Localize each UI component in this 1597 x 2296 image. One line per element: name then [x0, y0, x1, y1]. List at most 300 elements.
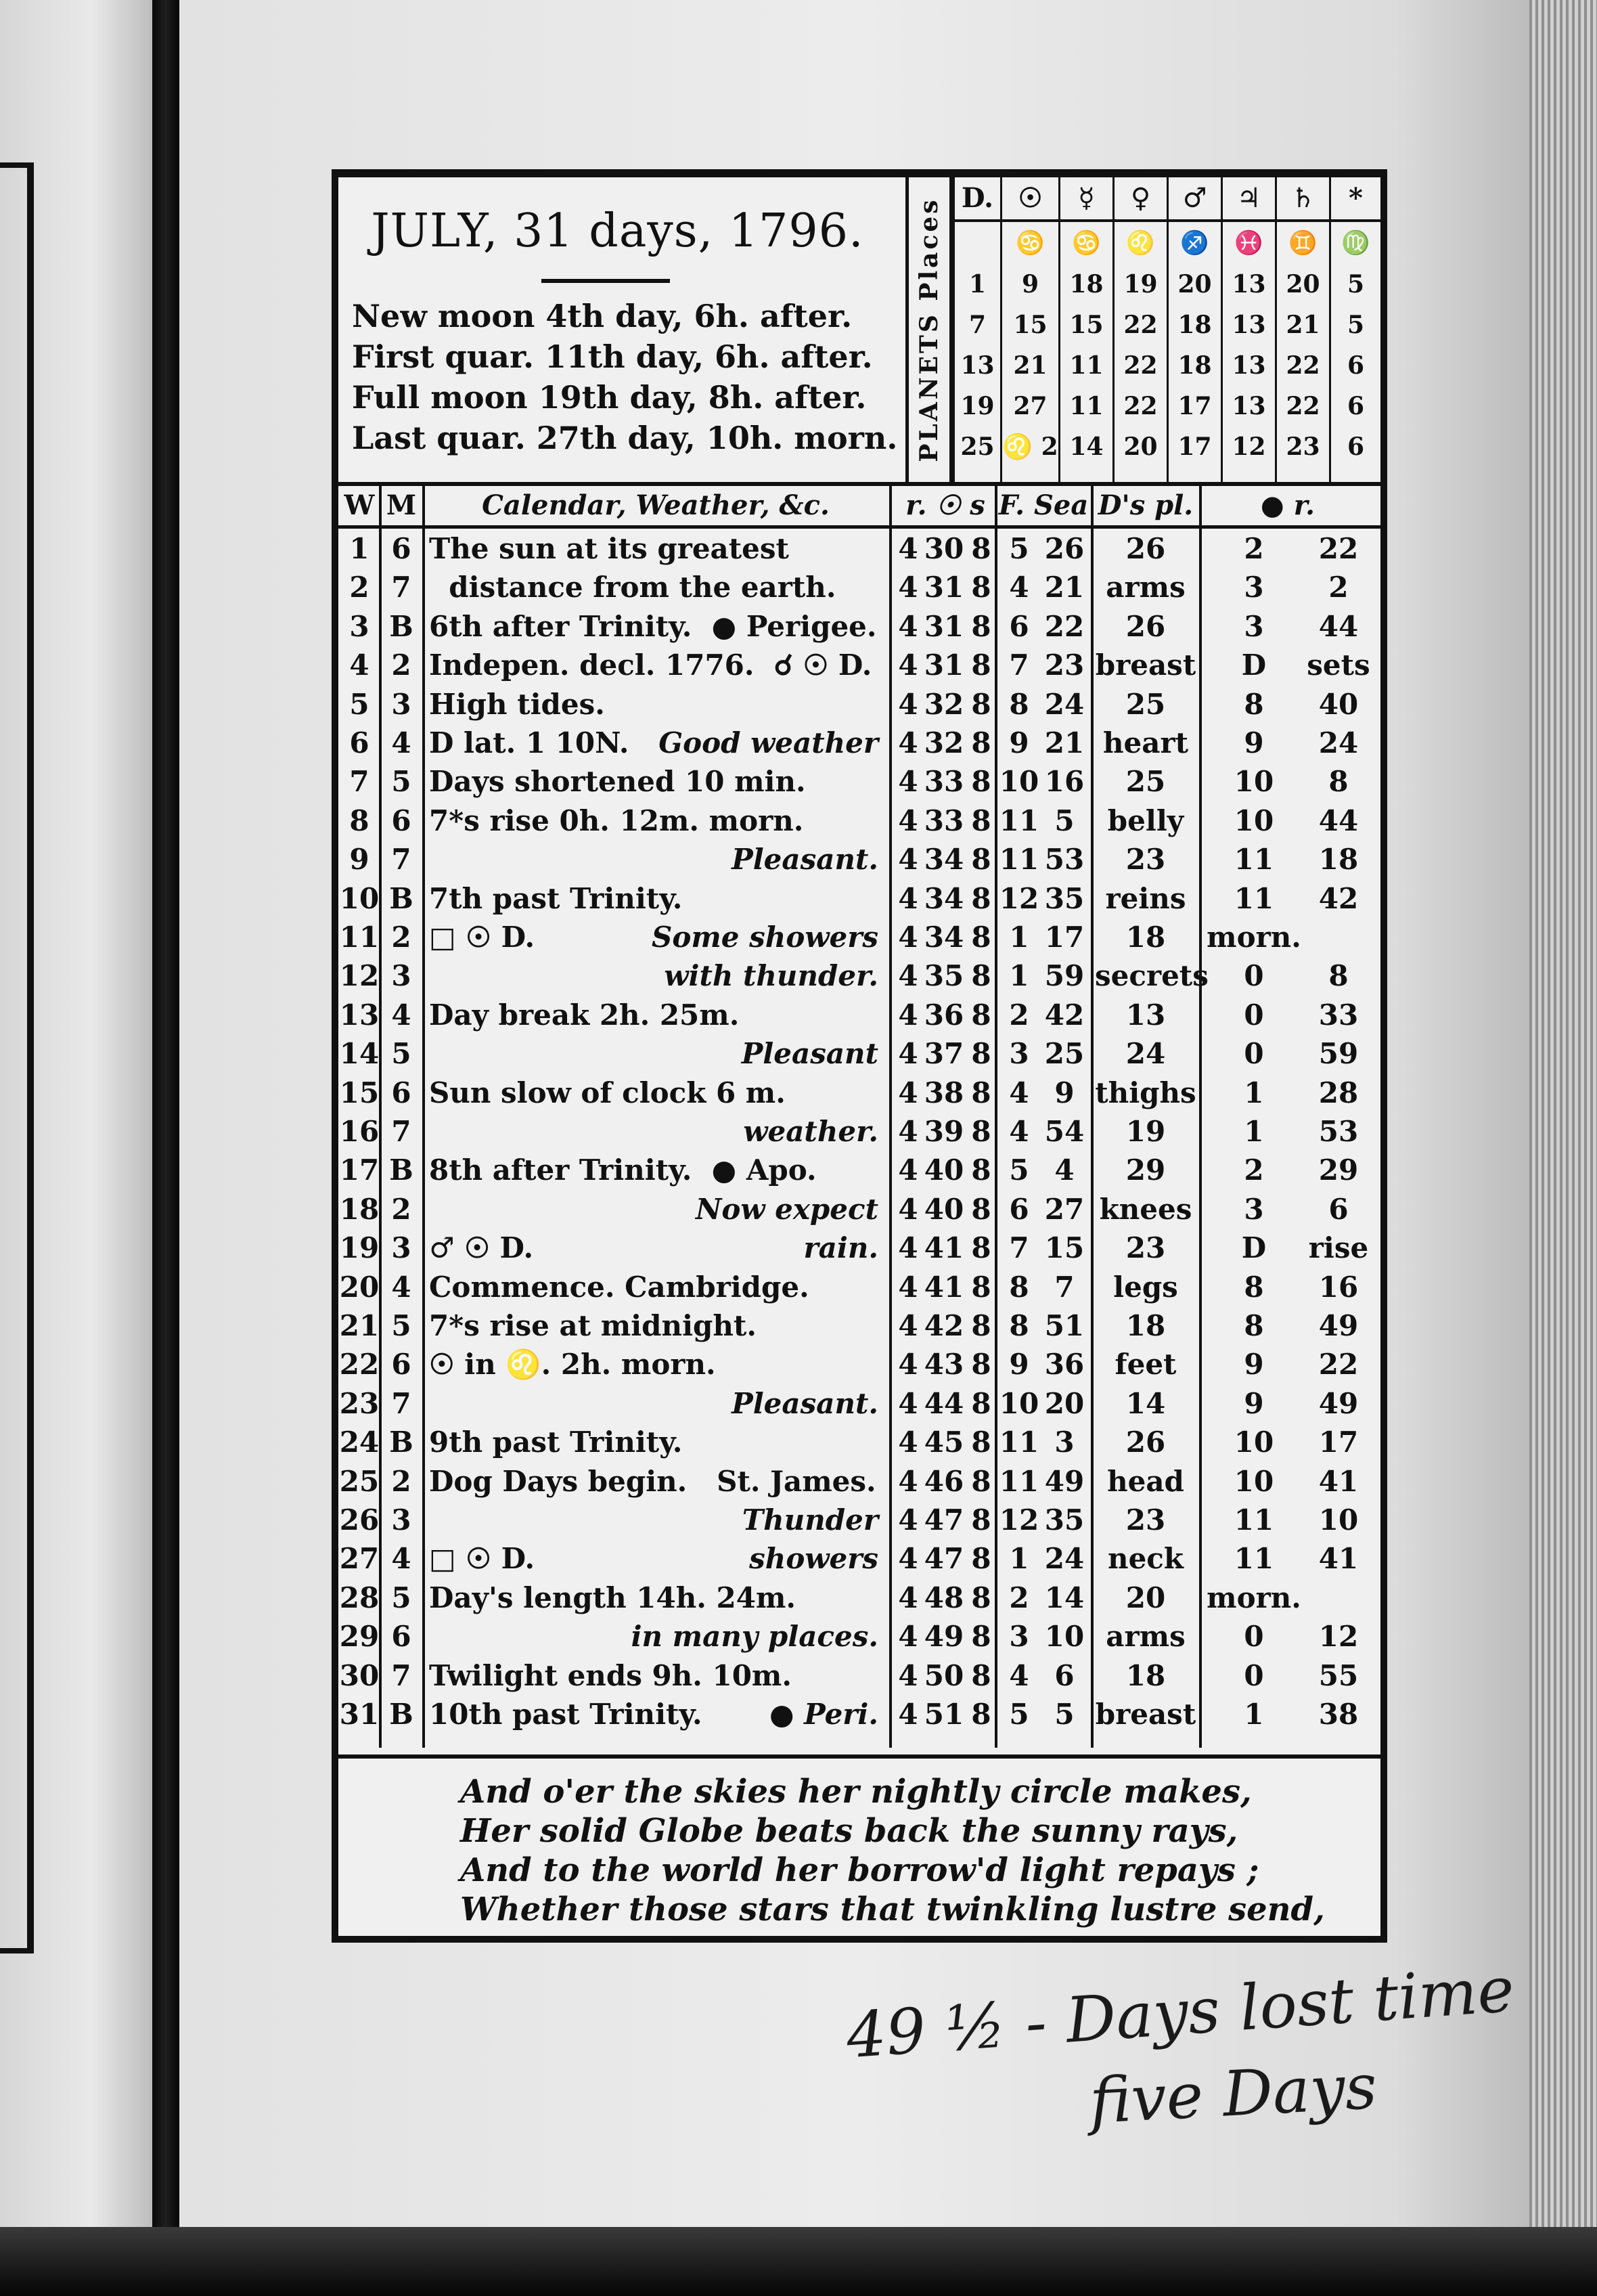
- weather-note: rain.: [803, 1231, 878, 1265]
- planet-column: [1275, 177, 1329, 482]
- sunrise-hour-cell: 4: [898, 1698, 918, 1731]
- sunset-hour-cell: 8: [971, 1348, 991, 1382]
- week-day-cell: 4: [349, 648, 369, 682]
- moon-rise-hour-cell: 1: [1244, 1115, 1264, 1148]
- week-day-cell: 26: [339, 1503, 380, 1537]
- table-row: [338, 724, 1380, 762]
- calendar-cell: [429, 918, 882, 956]
- full-sea-hour-cell: 7: [1009, 1231, 1029, 1265]
- sunrise-minute-cell: 36: [924, 998, 964, 1032]
- weather-note: Pleasant.: [732, 1386, 878, 1420]
- sunrise-minute-cell: 33: [924, 803, 964, 837]
- week-day-cell: 3: [349, 609, 369, 643]
- calendar-cell: [429, 685, 882, 724]
- header-calendar: Calendar, Weather, &c.: [482, 489, 830, 521]
- sunset-hour-cell: 8: [971, 1542, 991, 1576]
- table-row: [338, 1539, 1380, 1578]
- moon-rise-hour-cell: 10: [1234, 765, 1274, 799]
- zodiac-sign: ♋: [1016, 229, 1045, 257]
- table-row: [338, 1578, 1380, 1617]
- sunrise-hour-cell: 4: [898, 881, 918, 915]
- planet-position: 27: [1013, 392, 1048, 420]
- zodiac-sign: ♌: [1126, 229, 1155, 257]
- calendar-cell: [429, 996, 882, 1034]
- planet-position: 6: [1347, 351, 1365, 380]
- moon-rise-minute-cell: [1305, 1578, 1372, 1617]
- sunrise-hour-cell: 4: [898, 571, 918, 604]
- full-sea-hour-cell: 3: [1009, 1620, 1029, 1654]
- month-day-cell: 7: [391, 1386, 411, 1420]
- calendar-cell: [429, 1229, 882, 1267]
- calendar-cell: [429, 1151, 882, 1189]
- month-day-cell: 5: [391, 1037, 411, 1071]
- calendar-cell: [429, 956, 882, 995]
- sunrise-minute-cell: 48: [924, 1581, 964, 1614]
- moon-rise-minute-cell: 16: [1318, 1270, 1359, 1304]
- table-row: [338, 801, 1380, 840]
- planet-position: ♌ 2: [1002, 433, 1058, 461]
- calendar-text: distance from the earth.: [429, 571, 836, 604]
- calendar-text: Twilight ends 9h. 10m.: [429, 1658, 792, 1692]
- handwritten-line-2: five Days: [1087, 2050, 1379, 2138]
- planet-symbol: ♃: [1223, 177, 1275, 222]
- moon-place-cell: belly: [1107, 803, 1184, 837]
- sunset-hour-cell: 8: [971, 765, 991, 799]
- planet-position: 19: [960, 392, 995, 420]
- planet-position: 15: [1013, 311, 1048, 339]
- table-row: [338, 685, 1380, 724]
- moon-rise-minute-cell: 29: [1318, 1153, 1359, 1187]
- weather-note: in many places.: [631, 1620, 878, 1654]
- month-day-cell: 6: [391, 803, 411, 837]
- header-full-sea: F. Sea: [998, 489, 1089, 521]
- verse-line: Her solid Globe beats back the sunny rays,: [460, 1812, 1238, 1850]
- planet-places-grid: [953, 177, 1380, 482]
- moon-phases: [352, 296, 898, 458]
- planet-position: 6: [1347, 433, 1365, 461]
- planet-position: 13: [1232, 351, 1266, 380]
- zodiac-sign: [955, 222, 1000, 264]
- sunset-hour-cell: 8: [971, 571, 991, 604]
- full-sea-minute-cell: 24: [1044, 687, 1085, 721]
- full-sea-minute-cell: 53: [1044, 843, 1085, 877]
- verse-line: Whether those stars that twinkling lustre send,: [460, 1891, 1325, 1928]
- full-sea-minute-cell: 22: [1044, 609, 1085, 643]
- planet-position: 18: [1069, 270, 1104, 299]
- planet-position: 21: [1286, 311, 1320, 339]
- moon-rise-hour-cell: 0: [1244, 1658, 1264, 1692]
- moon-place-cell: neck: [1108, 1542, 1184, 1576]
- sunrise-hour-cell: 4: [898, 1231, 918, 1265]
- calendar-text: 7*s rise 0h. 12m. morn.: [429, 803, 804, 837]
- sunrise-hour-cell: 4: [898, 998, 918, 1032]
- moon-rise-minute-cell: 49: [1318, 1386, 1359, 1420]
- moon-place-cell: arms: [1106, 571, 1186, 604]
- calendar-cell: [429, 840, 882, 879]
- full-sea-hour-cell: 8: [1009, 1309, 1029, 1342]
- moon-place-cell: 29: [1125, 1153, 1166, 1187]
- sunset-hour-cell: 8: [971, 1076, 991, 1109]
- sunset-hour-cell: 8: [971, 1503, 991, 1537]
- full-sea-hour-cell: 12: [999, 881, 1039, 915]
- moon-place-cell: 26: [1125, 609, 1166, 643]
- planet-symbol: ♂: [1169, 177, 1221, 222]
- moon-rise-hour-cell: 1: [1244, 1698, 1264, 1731]
- moon-rise-minute-cell: 33: [1318, 998, 1359, 1032]
- planet-symbol: ♀: [1115, 177, 1167, 222]
- full-sea-minute-cell: 35: [1044, 881, 1085, 915]
- sunrise-minute-cell: 44: [924, 1386, 964, 1420]
- sunrise-hour-cell: 4: [898, 1153, 918, 1187]
- full-sea-hour-cell: 3: [1009, 1037, 1029, 1071]
- calendar-cell: [429, 1345, 882, 1384]
- sunrise-minute-cell: 38: [924, 1076, 964, 1109]
- calendar-text: Dog Days begin. St. James.: [429, 1464, 876, 1498]
- moon-place-cell: feet: [1115, 1348, 1177, 1382]
- planet-position: 9: [1021, 270, 1039, 299]
- month-day-cell: 2: [391, 648, 411, 682]
- calendar-text: Day's length 14h. 24m.: [429, 1581, 796, 1614]
- planet-position: 11: [1069, 351, 1104, 380]
- moon-place-cell: 23: [1125, 843, 1166, 877]
- full-sea-minute-cell: 26: [1044, 532, 1085, 565]
- moon-rise-minute-cell: 41: [1318, 1542, 1359, 1576]
- week-day-cell: 17: [339, 1153, 380, 1187]
- moon-place-cell: secrets: [1095, 959, 1209, 993]
- full-sea-minute-cell: 15: [1044, 1231, 1085, 1265]
- sunset-hour-cell: 8: [971, 1153, 991, 1187]
- month-day-cell: 5: [391, 765, 411, 799]
- table-row: [338, 646, 1380, 684]
- week-day-cell: 12: [339, 959, 380, 993]
- month-day-cell: B: [389, 609, 413, 643]
- full-sea-hour-cell: 11: [999, 803, 1039, 837]
- verse: [338, 1754, 1380, 1936]
- sunrise-hour-cell: 4: [898, 1542, 918, 1576]
- moon-rise-hour-cell: D: [1241, 1231, 1267, 1265]
- sunrise-minute-cell: 45: [924, 1426, 964, 1459]
- planet-position: 14: [1069, 433, 1104, 461]
- moon-place-cell: breast: [1095, 1698, 1196, 1731]
- full-sea-hour-cell: 9: [1009, 1348, 1029, 1382]
- sunset-hour-cell: 8: [971, 648, 991, 682]
- week-day-cell: 28: [339, 1581, 380, 1614]
- sunrise-hour-cell: 4: [898, 726, 918, 759]
- moon-rise-minute-cell: 40: [1318, 687, 1359, 721]
- full-sea-minute-cell: 23: [1044, 648, 1085, 682]
- month-day-cell: 6: [391, 1620, 411, 1654]
- handwritten-note: [844, 1953, 1523, 2166]
- sunrise-minute-cell: 31: [924, 648, 964, 682]
- calendar-text: 7*s rise at midnight.: [429, 1309, 757, 1342]
- table-row: [338, 1034, 1380, 1073]
- weather-note: with thunder.: [664, 959, 878, 993]
- table-row: [338, 840, 1380, 879]
- full-sea-minute-cell: 20: [1044, 1386, 1085, 1420]
- month-day-cell: 6: [391, 1076, 411, 1109]
- calendar-cell: [429, 1268, 882, 1306]
- planet-column: [1221, 177, 1275, 482]
- month-day-cell: 7: [391, 1658, 411, 1692]
- month-day-cell: 6: [391, 532, 411, 565]
- sunrise-minute-cell: 41: [924, 1270, 964, 1304]
- full-sea-hour-cell: 10: [999, 765, 1039, 799]
- full-sea-minute-cell: 3: [1054, 1426, 1075, 1459]
- table-row: [338, 1229, 1380, 1267]
- weather-note: ● Peri.: [769, 1698, 878, 1731]
- moon-rise-minute-cell: [1305, 918, 1372, 956]
- week-day-cell: 21: [339, 1309, 380, 1342]
- planet-symbol: *: [1331, 177, 1380, 222]
- calendar-cell: [429, 646, 882, 684]
- week-day-cell: 19: [339, 1231, 380, 1265]
- month-day-cell: 4: [391, 1542, 411, 1576]
- moon-rise-hour-cell: 1: [1244, 1076, 1264, 1109]
- week-day-cell: 31: [339, 1698, 380, 1731]
- planet-column: [1000, 177, 1058, 482]
- week-day-cell: 22: [339, 1348, 380, 1382]
- full-sea-hour-cell: 7: [1009, 648, 1029, 682]
- moon-rise-minute-cell: 18: [1318, 843, 1359, 877]
- moon-rise-minute-cell: 41: [1318, 1464, 1359, 1498]
- full-sea-minute-cell: 7: [1054, 1270, 1075, 1304]
- moon-rise-hour-cell: 0: [1244, 1620, 1264, 1654]
- sunset-hour-cell: 8: [971, 1464, 991, 1498]
- zodiac-sign: ♊: [1288, 229, 1318, 257]
- table-row: [338, 1423, 1380, 1461]
- planet-position: 20: [1286, 270, 1320, 299]
- zodiac-sign: ♍: [1341, 229, 1370, 257]
- sunrise-minute-cell: 34: [924, 881, 964, 915]
- sunrise-hour-cell: 4: [898, 1426, 918, 1459]
- moon-rise-minute-cell: 42: [1318, 881, 1359, 915]
- moon-rise-minute-cell: 22: [1318, 1348, 1359, 1382]
- calendar-text: □ ☉ D.: [429, 1542, 535, 1576]
- full-sea-hour-cell: 1: [1009, 921, 1029, 954]
- sunset-hour-cell: 8: [971, 1270, 991, 1304]
- month-day-cell: 4: [391, 726, 411, 759]
- calendar-cell: [429, 1034, 882, 1073]
- moon-place-cell: 23: [1125, 1231, 1166, 1265]
- full-sea-hour-cell: 12: [999, 1503, 1039, 1537]
- moon-rise-hour-cell: 9: [1244, 726, 1264, 759]
- sunrise-minute-cell: 35: [924, 959, 964, 993]
- sunset-hour-cell: 8: [971, 1309, 991, 1342]
- sunrise-minute-cell: 31: [924, 609, 964, 643]
- sunrise-minute-cell: 41: [924, 1231, 964, 1265]
- planet-position: 23: [1286, 433, 1320, 461]
- calendar-text: 7th past Trinity.: [429, 881, 683, 915]
- planet-column: [1112, 177, 1167, 482]
- full-sea-minute-cell: 27: [1044, 1192, 1085, 1226]
- month-day-cell: 2: [391, 1192, 411, 1226]
- sunset-hour-cell: 8: [971, 1115, 991, 1148]
- week-day-cell: 16: [339, 1115, 380, 1148]
- calendar-cell: [429, 724, 882, 762]
- full-sea-minute-cell: 21: [1044, 726, 1085, 759]
- sunset-hour-cell: 8: [971, 881, 991, 915]
- calendar-cell: [429, 1423, 882, 1461]
- planet-position: 5: [1347, 270, 1365, 299]
- moon-rise-minute-cell: 55: [1318, 1658, 1359, 1692]
- moon-rise-hour-cell: 3: [1244, 609, 1264, 643]
- planet-column: [1058, 177, 1112, 482]
- moon-rise-hour-cell: 8: [1244, 687, 1264, 721]
- week-day-cell: 10: [339, 881, 380, 915]
- week-day-cell: 27: [339, 1542, 380, 1576]
- calendar-cell: [429, 1656, 882, 1695]
- planet-position: 11: [1069, 392, 1104, 420]
- calendar-cell: [429, 1306, 882, 1345]
- calendar-cell: [429, 607, 882, 646]
- calendar-cell: [429, 1501, 882, 1539]
- calendar-text: Sun slow of clock 6 m.: [429, 1076, 786, 1109]
- sunrise-hour-cell: 4: [898, 921, 918, 954]
- full-sea-hour-cell: 6: [1009, 1192, 1029, 1226]
- month-day-cell: B: [389, 881, 413, 915]
- moon-place-cell: arms: [1106, 1620, 1186, 1654]
- full-sea-hour-cell: 8: [1009, 1270, 1029, 1304]
- month-day-cell: 5: [391, 1581, 411, 1614]
- week-day-cell: 9: [349, 843, 369, 877]
- calendar-text: Indepen. decl. 1776. ☌ ☉ D.: [429, 648, 872, 682]
- week-day-cell: 18: [339, 1192, 380, 1226]
- full-sea-minute-cell: 36: [1044, 1348, 1085, 1382]
- table-row: [338, 529, 1380, 568]
- sunset-hour-cell: 8: [971, 1231, 991, 1265]
- planet-position: 22: [1286, 351, 1320, 380]
- almanac-header: [338, 177, 1380, 486]
- sunrise-hour-cell: 4: [898, 1348, 918, 1382]
- calendar-cell: [429, 879, 882, 918]
- full-sea-hour-cell: 10: [999, 1386, 1039, 1420]
- verse-line: And o'er the skies her nightly circle makes,: [460, 1773, 1252, 1811]
- planet-position: 1: [968, 270, 987, 299]
- full-sea-minute-cell: 54: [1044, 1115, 1085, 1148]
- header-week-day: W: [344, 489, 375, 521]
- moon-rise-minute-cell: sets: [1307, 648, 1370, 682]
- full-sea-hour-cell: 11: [999, 843, 1039, 877]
- weather-note: Good weather: [658, 726, 878, 759]
- planet-position: 21: [1013, 351, 1048, 380]
- table-row: [338, 1617, 1380, 1656]
- moon-place-cell: 18: [1125, 1658, 1166, 1692]
- planet-position: 6: [1347, 392, 1365, 420]
- planet-position: 22: [1123, 311, 1158, 339]
- moon-rise-hour-cell: 3: [1244, 571, 1264, 604]
- full-sea-hour-cell: 2: [1009, 1581, 1029, 1614]
- header-sun: r. ☉ s: [905, 489, 985, 521]
- table-row: [338, 762, 1380, 801]
- planet-symbol: ♄: [1277, 177, 1329, 222]
- full-sea-minute-cell: 6: [1054, 1658, 1075, 1692]
- sunrise-hour-cell: 4: [898, 1192, 918, 1226]
- calendar-text: 6th after Trinity. ● Perigee.: [429, 609, 877, 643]
- calendar-cell: [429, 1190, 882, 1229]
- book-gutter: [152, 0, 179, 2296]
- calendar-cell: [429, 1695, 882, 1734]
- calendar-text: High tides.: [429, 687, 605, 721]
- full-sea-minute-cell: 24: [1044, 1542, 1085, 1576]
- calendar-text: The sun at its greatest: [429, 532, 789, 565]
- table-row: [338, 1656, 1380, 1695]
- sunrise-minute-cell: 50: [924, 1658, 964, 1692]
- full-sea-minute-cell: 21: [1044, 571, 1085, 604]
- moon-rise-hour-cell: 2: [1244, 1153, 1264, 1187]
- sunrise-minute-cell: 43: [924, 1348, 964, 1382]
- calendar-text: Commence. Cambridge.: [429, 1270, 809, 1304]
- month-day-cell: 6: [391, 1348, 411, 1382]
- full-sea-minute-cell: 17: [1044, 921, 1085, 954]
- moon-place-cell: thighs: [1095, 1076, 1196, 1109]
- month-title: JULY, 31 days, 1796.: [371, 204, 864, 258]
- calendar-cell: [429, 1578, 882, 1617]
- sunrise-minute-cell: 46: [924, 1464, 964, 1498]
- sunset-hour-cell: 8: [971, 1581, 991, 1614]
- month-day-cell: 7: [391, 571, 411, 604]
- header-moon-rise: ● r.: [1260, 489, 1315, 521]
- month-day-cell: 2: [391, 921, 411, 954]
- full-sea-hour-cell: 4: [1009, 1115, 1029, 1148]
- sunset-hour-cell: 8: [971, 532, 991, 565]
- planet-position: 18: [1177, 311, 1212, 339]
- zodiac-sign: ♐: [1180, 229, 1209, 257]
- sunrise-hour-cell: 4: [898, 1581, 918, 1614]
- table-row: [338, 956, 1380, 995]
- moon-rise-minute-cell: 38: [1318, 1698, 1359, 1731]
- month-day-cell: 3: [391, 1503, 411, 1537]
- weather-note: Some showers: [652, 921, 878, 954]
- month-day-cell: 3: [391, 687, 411, 721]
- moon-rise-hour-cell: 11: [1234, 881, 1274, 915]
- weather-note: weather.: [743, 1115, 878, 1148]
- full-sea-minute-cell: 5: [1054, 1698, 1075, 1731]
- scan-border: [0, 2227, 1597, 2296]
- full-sea-hour-cell: 4: [1009, 571, 1029, 604]
- week-day-cell: 24: [339, 1426, 380, 1459]
- table-row: [338, 568, 1380, 606]
- full-sea-minute-cell: 51: [1044, 1309, 1085, 1342]
- planet-position: 20: [1177, 270, 1212, 299]
- month-day-cell: 7: [391, 843, 411, 877]
- planet-symbol: ☉: [1002, 177, 1058, 222]
- moon-rise-hour-cell: 9: [1244, 1386, 1264, 1420]
- moon-rise-minute-cell: 44: [1318, 803, 1359, 837]
- sunset-hour-cell: 8: [971, 1698, 991, 1731]
- month-day-cell: 5: [391, 1309, 411, 1342]
- planet-symbol: D.: [955, 177, 1000, 222]
- sunrise-minute-cell: 40: [924, 1153, 964, 1187]
- moon-rise-minute-cell: 8: [1328, 959, 1349, 993]
- moon-rise-minute-cell: 6: [1328, 1192, 1349, 1226]
- full-sea-minute-cell: 35: [1044, 1503, 1085, 1537]
- sunset-hour-cell: 8: [971, 609, 991, 643]
- planet-symbol: ☿: [1060, 177, 1112, 222]
- moon-place-cell: reins: [1105, 881, 1186, 915]
- table-row: [338, 1190, 1380, 1229]
- sunset-hour-cell: 8: [971, 1426, 991, 1459]
- full-sea-hour-cell: 6: [1009, 609, 1029, 643]
- planet-position: 22: [1123, 351, 1158, 380]
- full-sea-minute-cell: 10: [1044, 1620, 1085, 1654]
- moon-rise-hour-cell: 8: [1244, 1309, 1264, 1342]
- table-row: [338, 1306, 1380, 1345]
- moon-rise-hour-cell: 3: [1244, 1192, 1264, 1226]
- sunrise-minute-cell: 32: [924, 687, 964, 721]
- week-day-cell: 20: [339, 1270, 380, 1304]
- moon-rise-minute-cell: 2: [1328, 571, 1349, 604]
- calendar-text: □ ☉ D.: [429, 921, 535, 954]
